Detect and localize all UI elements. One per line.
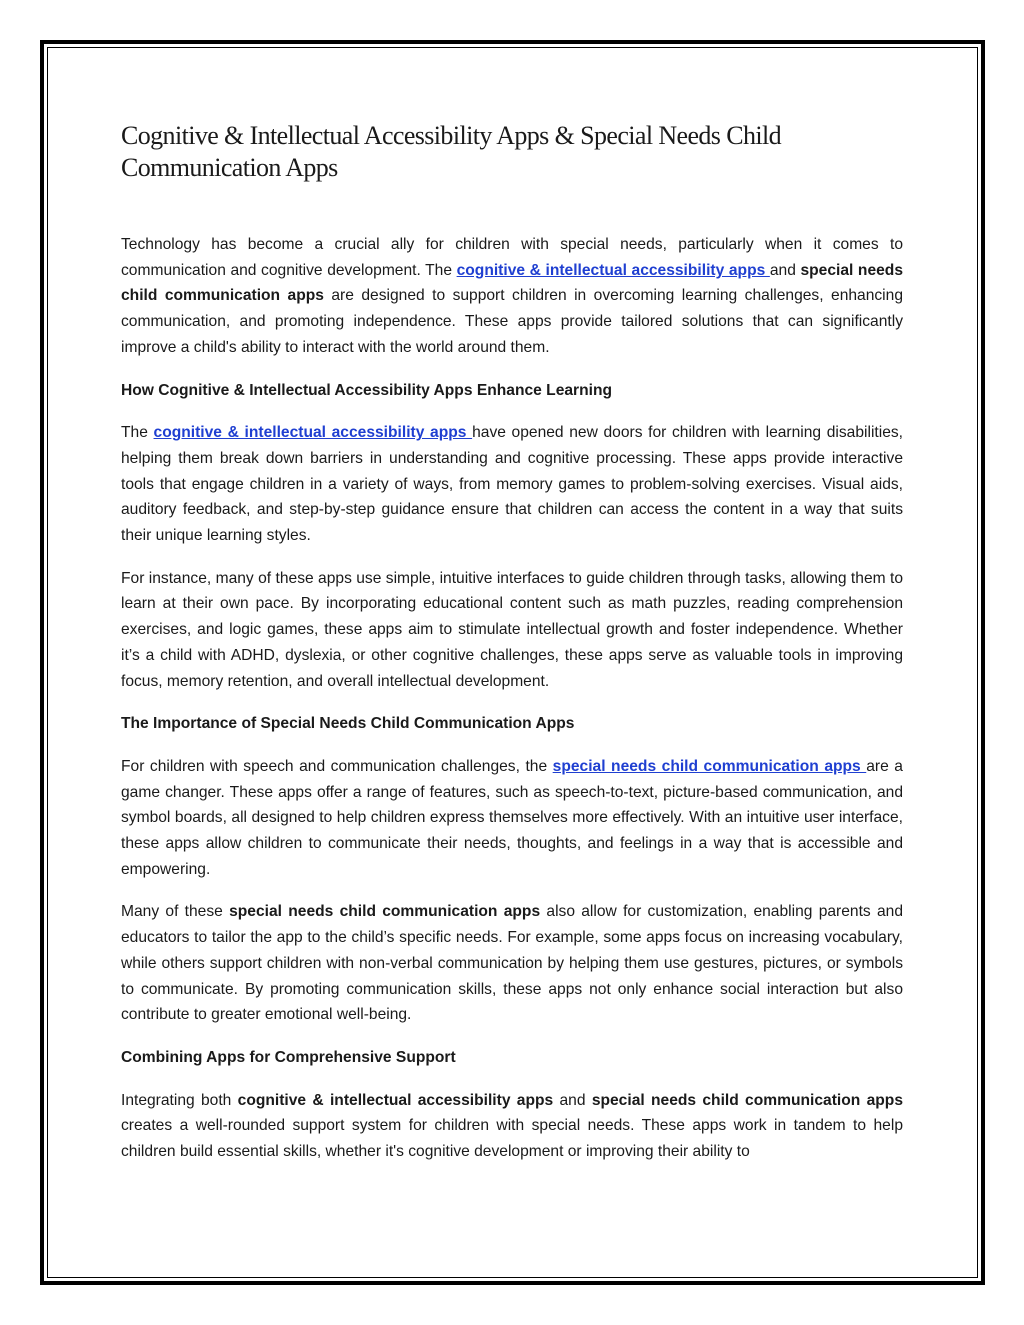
section-heading-combining: Combining Apps for Comprehensive Support [121,1048,456,1066]
intro-paragraph: Technology has become a crucial ally for children with special needs, particularly when it comes to communication and cognitive development. The cognitive & intellectual accessibility apps and special needs child communication apps are designed to support children in overcoming learning challenges, enhancing communication, and promoting independence. These apps provide tailored solutions that can significantly improve a child's ability to interact with the world around them. [121,236,904,356]
instance-paragraph: For instance, many of these apps use simple, intuitive interfaces to guide children through tasks, allowing them to learn at their own pace. By incorporating educational content such as math puzzles, reading comprehension exercises, and logic games, these apps aim to stimulate intellectual growth and foster independence. Whether it’s a child with ADHD, dyslexia, or other cognitive challenges, these apps serve as valuable tools in improving focus, memory retention, and overall intellectual development. [121,569,903,690]
section-heading-enhance: How Cognitive & Intellectual Accessibility Apps Enhance Learning [121,381,613,399]
bold-phrase: special needs child communication apps [229,903,541,921]
combining-paragraph: Integrating both cognitive & intellectual accessibility apps and special needs child communication apps creates a well-rounded support system for children with special needs. These apps work in tandem to help children build essential skills, whether it's cognitive development or improving their ability to [121,1091,903,1161]
bold-phrase: cognitive & intellectual accessibility apps [237,1091,554,1109]
customization-paragraph: Many of these special needs child communication apps also allow for customization, enabling parents and educators to tailor the app to the child’s specific needs. For example, some apps focus on increasing vocabulary, while others support children with non-verbal communication by helping them use gestures, pictures, or symbols to communicate. By promoting communication skills, these apps not only enhance social interaction but also contribute to greater emotional well-being. [121,903,903,1024]
bold-phrase: special needs child communication apps [591,1091,903,1109]
page-title: Cognitive & Intellectual Accessibility Apps & Special Needs Child Communication Apps [121,121,782,182]
importance-paragraph: For children with speech and communication challenges, the special needs child communication apps are a game changer. These apps offer a range of features, such as speech-to-text, picture-based communication, and symbol boards, all designed to help children express themselves more effectively. With an intuitive user interface, these apps allow children to communicate their needs, thoughts, and feelings in a way that is accessible and empowering. [121,757,903,878]
communication-apps-link[interactable]: special needs child communication apps [552,757,867,775]
section-heading-importance: The Importance of Special Needs Child Communication Apps [121,715,575,733]
enhance-paragraph: The cognitive & intellectual accessibility apps have opened new doors for children with learning disabilities, helping them break down barriers in understanding and cognitive processing. These apps provide interactive tools that engage children in a variety of ways, from memory games to problem-solving exercises. Visual aids, auditory feedback, and step-by-step guidance ensure that children can access the content in a way that suits their unique learning styles. [121,424,904,545]
cognitive-apps-link[interactable]: cognitive & intellectual accessibility apps [456,261,770,279]
document-body [121,120,903,1165]
bold-phrase: special needs child communication apps [121,261,904,305]
cognitive-apps-link-2[interactable]: cognitive & intellectual accessibility apps [153,424,473,442]
